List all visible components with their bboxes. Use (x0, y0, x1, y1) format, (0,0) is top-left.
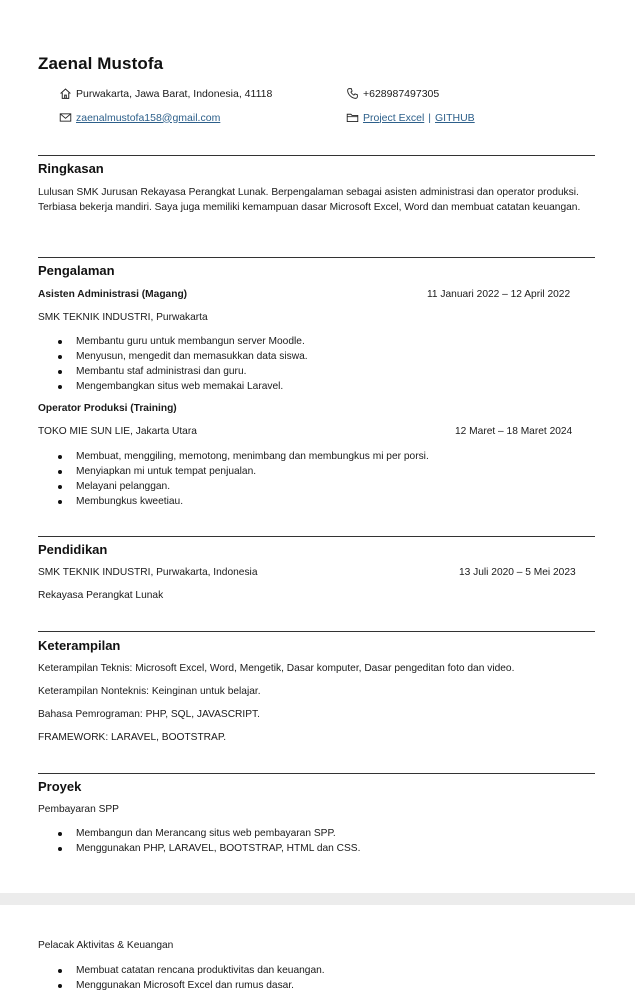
email[interactable] (59, 111, 220, 124)
skills-title: Keterampilan (38, 638, 121, 653)
list-item: Mengembangkan situs web memakai Laravel. (76, 379, 308, 394)
github-link[interactable]: GITHUB (435, 111, 475, 124)
list-item: Menyiapkan mi untuk tempat penjualan. (76, 464, 429, 479)
address (59, 87, 272, 100)
list-item: Membantu guru untuk membangun server Moodle. (76, 334, 308, 349)
email-link[interactable]: zaenalmustofa158@gmail.com (76, 111, 221, 124)
project-bullets (56, 963, 325, 993)
job-company: SMK TEKNIK INDUSTRI, Purwakarta (38, 312, 208, 323)
home-icon (59, 87, 72, 100)
list-item: Menggunakan Microsoft Excel dan rumus dasar. (76, 978, 325, 993)
list-item: Membangun dan Merancang situs web pembayaran SPP. (76, 826, 360, 841)
experience-title: Pengalaman (38, 263, 115, 278)
project-name: Pembayaran SPP (38, 804, 119, 815)
resume-page-2 (0, 905, 635, 1000)
divider (38, 536, 595, 537)
skill-line: Bahasa Pemrograman: PHP, SQL, JAVASCRIPT. (38, 709, 260, 720)
mail-icon (59, 111, 72, 124)
list-item: Membungkus kweetiau. (76, 494, 429, 509)
link-separator: | (428, 111, 432, 124)
project-excel-link[interactable]: Project Excel (363, 111, 425, 124)
job-role: Asisten Administrasi (Magang) (38, 289, 188, 300)
job-role: Operator Produksi (Training) (38, 403, 177, 414)
job-bullets (56, 334, 308, 394)
folder-icon (346, 111, 359, 124)
list-item: Membantu staf administrasi dan guru. (76, 364, 308, 379)
list-item: Menyusun, mengedit dan memasukkan data siswa. (76, 351, 308, 362)
address-text: Purwakarta, Jawa Barat, Indonesia, 41118 (76, 87, 273, 100)
skill-line: Keterampilan Teknis: Microsoft Excel, Word, Mengetik, Dasar komputer, Dasar pengeditan foto dan video. (38, 663, 515, 674)
projects-title: Proyek (38, 779, 82, 794)
page-break (0, 893, 635, 905)
skill-line: Keterampilan Nonteknis: Keinginan untuk belajar. (38, 686, 261, 697)
list-item: Membuat catatan rencana produktivitas dan keuangan. (76, 965, 325, 976)
divider (38, 631, 595, 632)
education-major: Rekayasa Perangkat Lunak (38, 590, 164, 601)
list-item: Membuat, menggiling, memotong, menimbang dan membungkus mi per porsi. (76, 451, 429, 462)
candidate-name: Zaenal Mustofa (38, 54, 164, 73)
phone-text: +628987497305 (363, 87, 440, 100)
education-dates: 13 Juli 2020 – 5 Mei 2023 (459, 567, 576, 578)
job-dates: 11 Januari 2022 – 12 April 2022 (427, 289, 571, 300)
education-title: Pendidikan (38, 542, 108, 557)
job-dates: 12 Maret – 18 Maret 2024 (455, 426, 573, 437)
summary-title: Ringkasan (38, 161, 104, 176)
phone (346, 87, 439, 100)
portfolio-links (346, 111, 475, 124)
divider (38, 773, 595, 774)
divider (38, 155, 595, 156)
divider (38, 257, 595, 258)
phone-icon (346, 87, 359, 100)
list-item: Melayani pelanggan. (76, 479, 429, 494)
project-name: Pelacak Aktivitas & Keuangan (38, 940, 174, 951)
education-school: SMK TEKNIK INDUSTRI, Purwakarta, Indonesia (38, 567, 258, 578)
skill-line: FRAMEWORK: LARAVEL, BOOTSTRAP. (38, 732, 227, 743)
summary-text: Lulusan SMK Jurusan Rekayasa Perangkat Lunak. Berpengalaman sebagai asisten administrasi dan operator produksi. Terbiasa bekerja mandiri. Saya juga memiliki kemampuan dasar Microsoft Excel, Word dan membuat catatan keuangan. (38, 187, 581, 213)
list-item: Menggunakan PHP, LARAVEL, BOOTSTRAP, HTML dan CSS. (76, 843, 361, 854)
project-bullets (56, 826, 360, 856)
job-company: TOKO MIE SUN LIE, Jakarta Utara (38, 426, 197, 437)
job-bullets (56, 449, 429, 509)
